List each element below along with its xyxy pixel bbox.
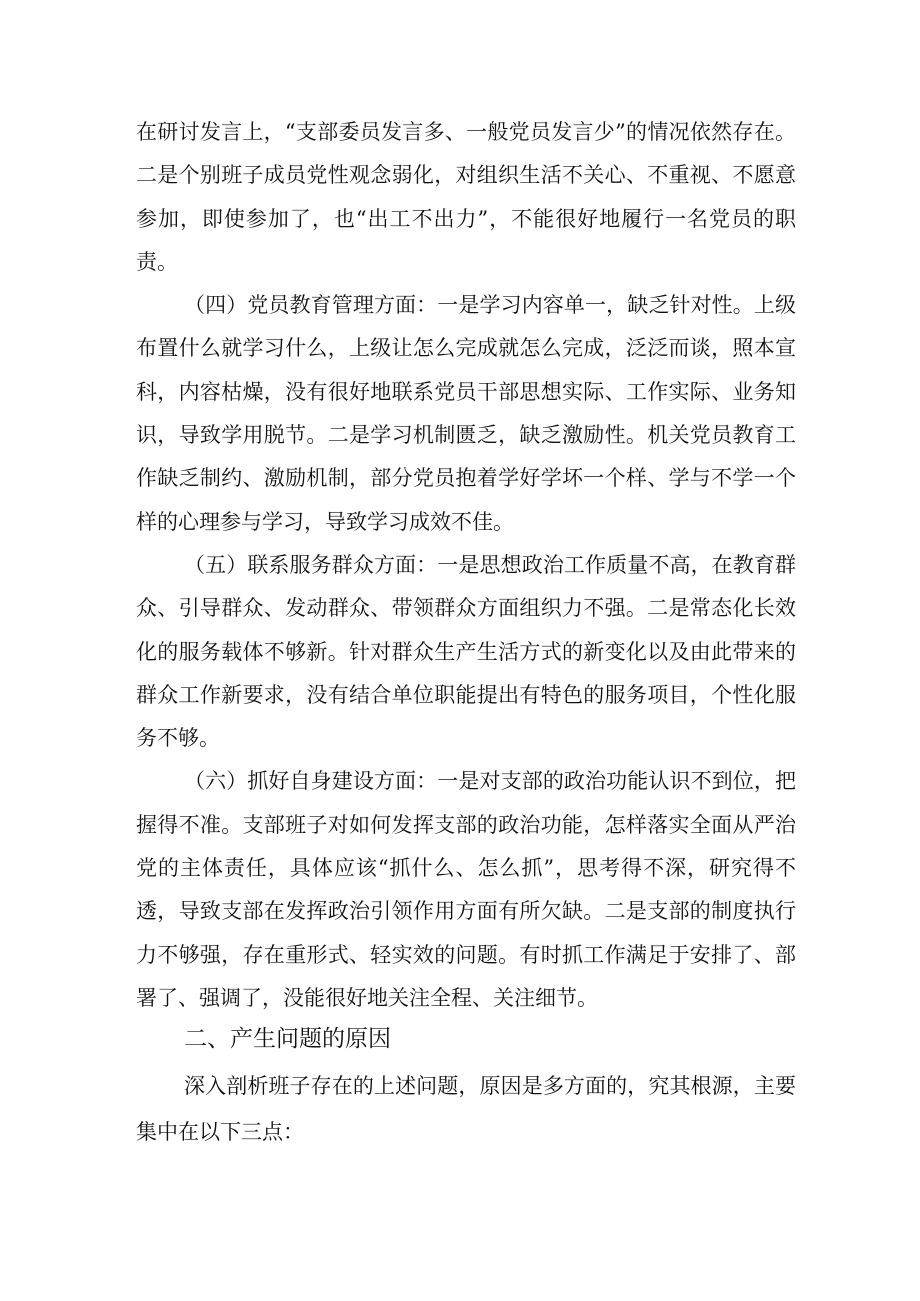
closing-section	[136, 1063, 796, 1155]
paragraph-party-education: （四）党员教育管理方面：一是学习内容单一，缺乏针对性。上级布置什么就学习什么，上级让怎么完成就怎么完成，泛泛而谈，照本宣科，内容枯燥，没有很好地联系党员干部思想实际、工作实际、业务知识，导致学用脱节。二是学习机制匮乏，缺乏激励性。机关党员教育工作缺乏制约、激励机制，部分党员抱着学好学坏一个样、学与不学一个样的心理参与学习，导致学习成效不佳。	[136, 293, 796, 534]
document-body	[136, 111, 796, 1020]
paragraph-self-building: （六）抓好自身建设方面：一是对支部的政治功能认识不到位，把握得不准。支部班子对如何发挥支部的政治功能，怎样落实全面从严治党的主体责任，具体应该“抓什么、怎么抓”，思考得不深，研究得不透，导致支部在发挥政治引领作用方面有所欠缺。二是支部的制度执行力不够强，存在重形式、轻实效的问题。有时抓工作满足于安排了、部署了、强调了，没能很好地关注全程、关注细节。	[136, 769, 796, 1010]
paragraph-closing: 深入剖析班子存在的上述问题，原因是多方面的，究其根源，主要集中在以下三点：	[136, 1074, 796, 1144]
paragraph-serving-masses: （五）联系服务群众方面：一是思想政治工作质量不高，在教育群众、引导群众、发动群众、带领群众方面组织力不强。二是常态化长效化的服务载体不够新。针对群众生产生活方式的新变化以及由此带来的群众工作新要求，没有结合单位职能提出有特色的服务项目，个性化服务不够。	[136, 552, 796, 751]
section-heading: 二、产生问题的原因	[184, 1026, 391, 1052]
paragraph-continuation: 在研讨发言上，“支部委员发言多、一般党员发言少”的情况依然存在。二是个别班子成员党性观念弱化，对组织生活不关心、不重视、不愿意参加，即使参加了，也“出工不出力”，不能很好地履行一名党员的职责。	[136, 120, 796, 274]
